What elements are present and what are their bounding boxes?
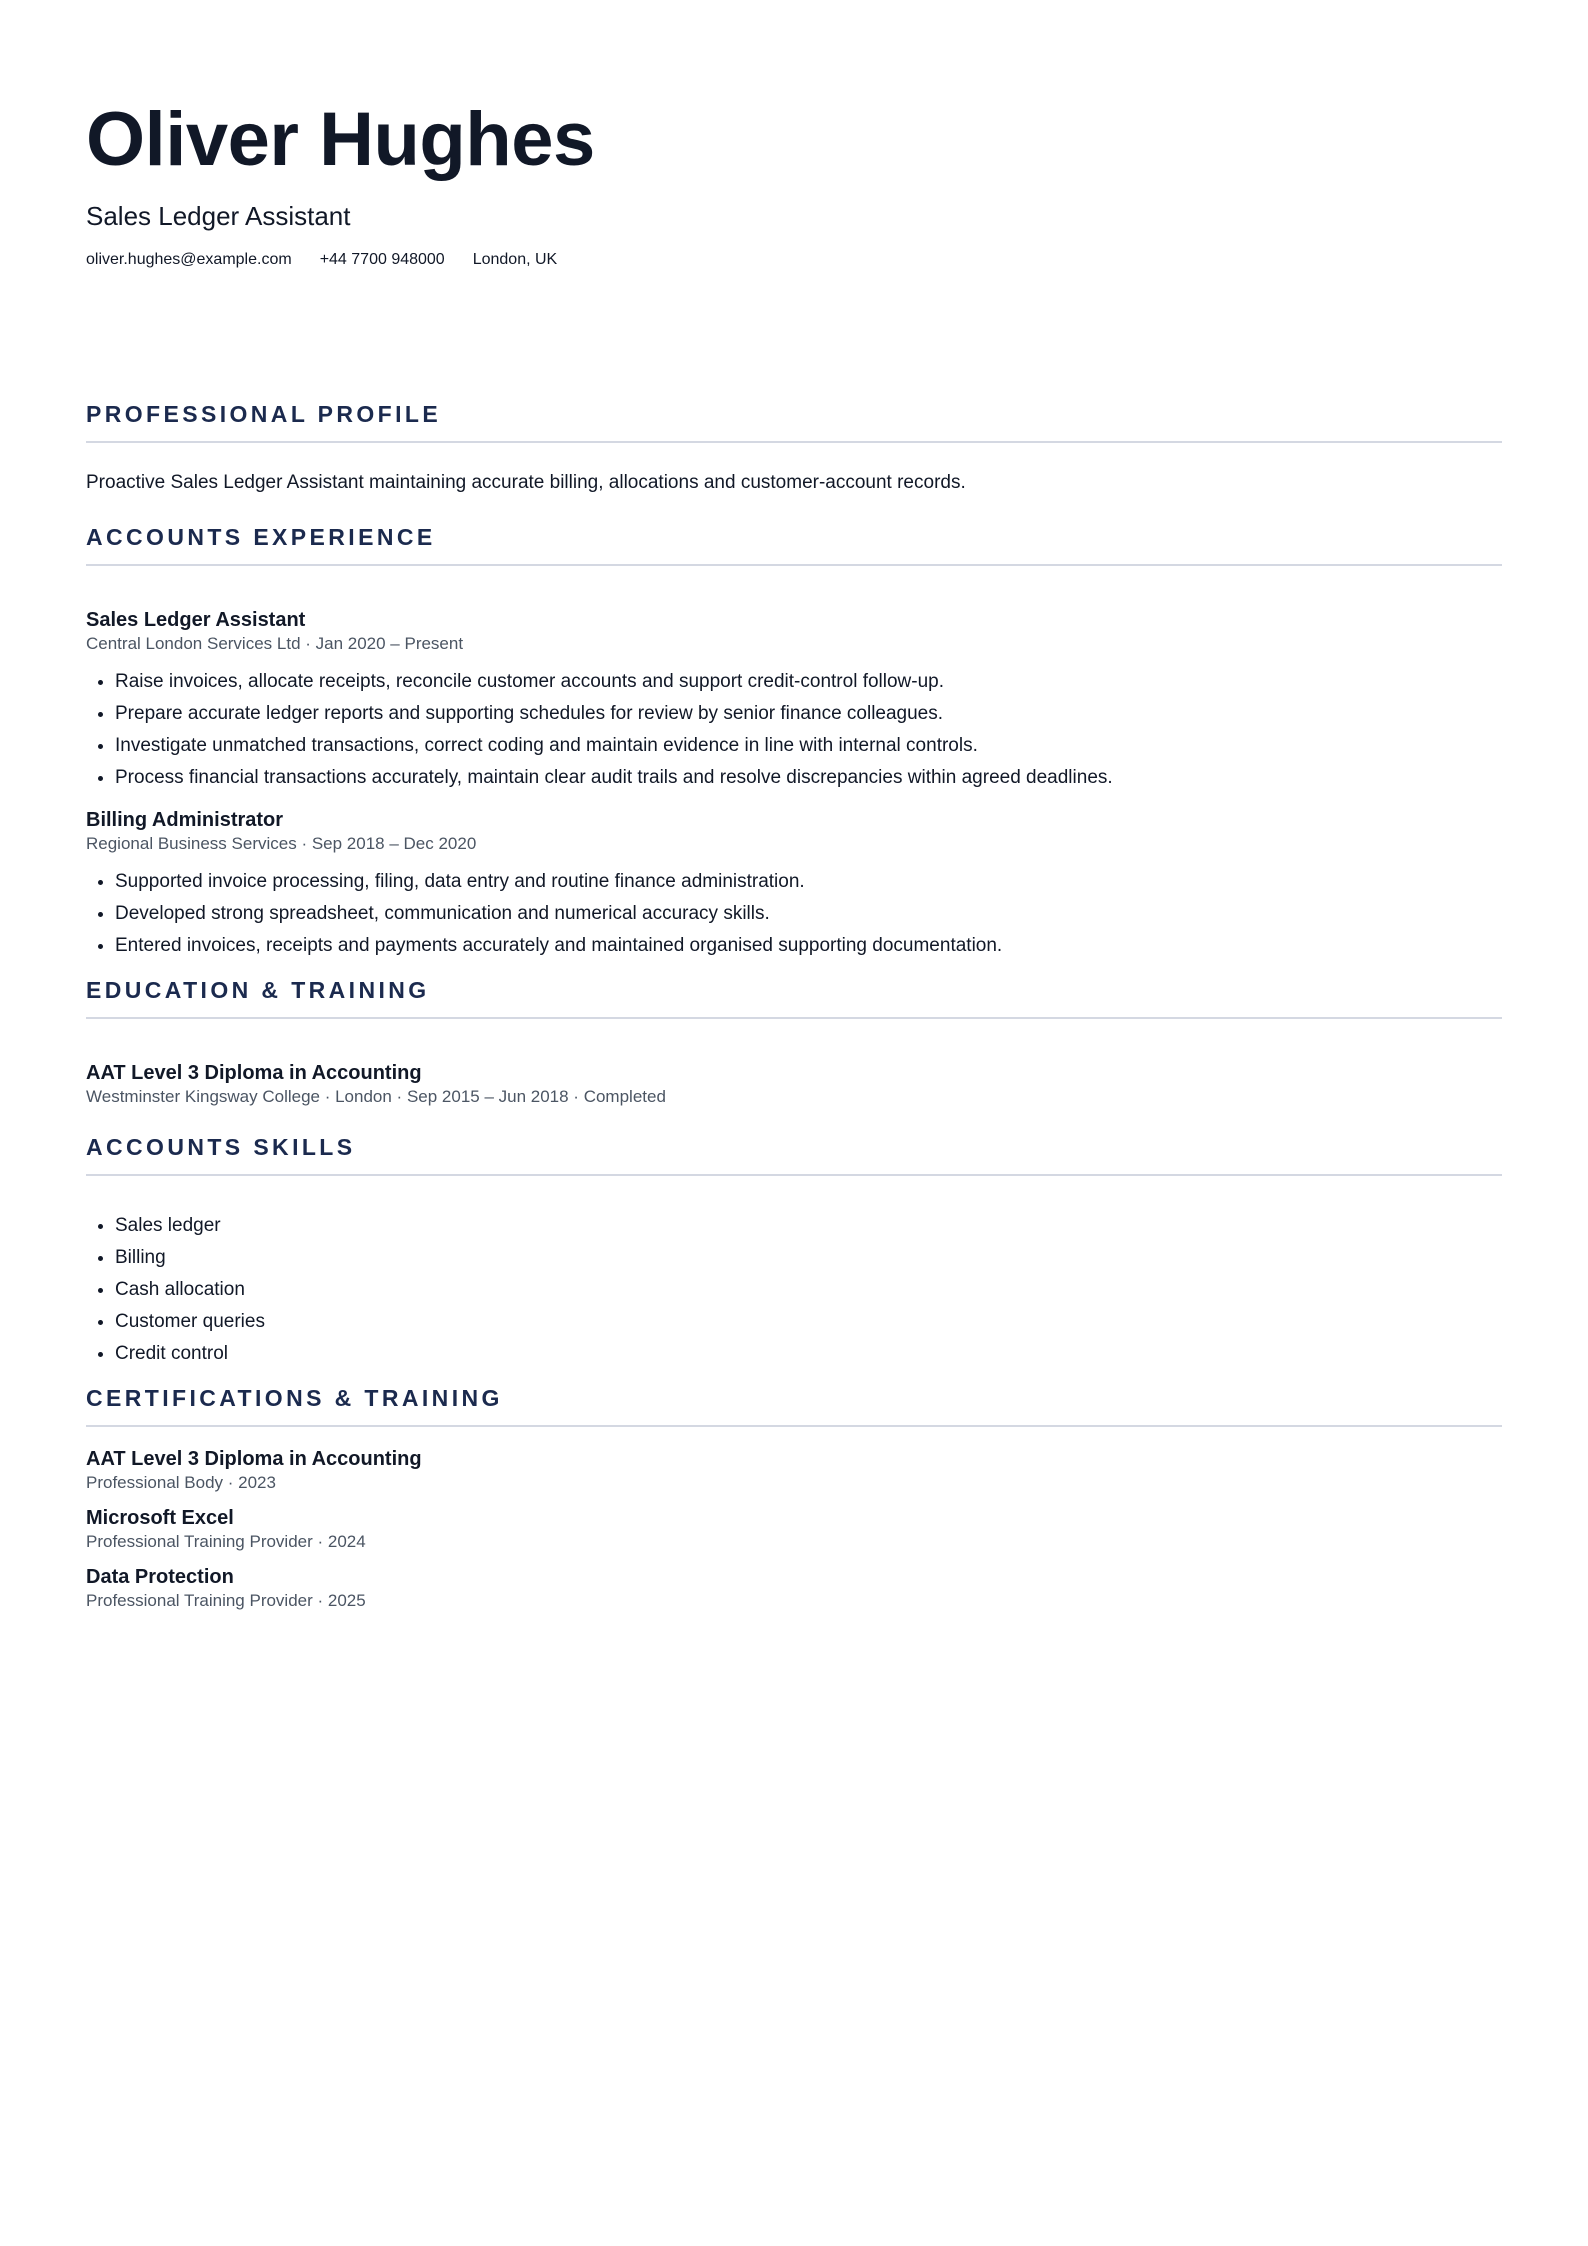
job-bullet: • Raise invoices, allocate receipts, reconcile customer accounts and support credit-control follow-up. [115,670,1502,694]
section-heading-skills: ACCOUNTS SKILLS [86,1134,356,1160]
candidate-headline: Sales Ledger Assistant [86,201,351,231]
job-bullet: • Entered invoices, receipts and payments accurately and maintained organised supporting documentation. [115,934,1502,958]
job-bullets [86,870,1502,958]
section-divider [86,1017,1502,1019]
skill-item: • Billing [115,1246,1502,1270]
certification-entry [86,1565,1502,1611]
job-bullet: • Investigate unmatched transactions, correct coding and maintain evidence in line with internal controls. [115,734,1502,758]
contact-phone: +44 7700 948000 [319,251,445,268]
certification-meta: Professional Body · 2023 [86,1473,276,1492]
qualification-meta: Westminster Kingsway College · London · Sep 2015 – Jun 2018 · Completed [86,1087,666,1106]
certification-entry [86,1506,1502,1552]
section-divider [86,564,1502,566]
job-bullets [86,670,1502,790]
profile-summary: Proactive Sales Ledger Assistant maintaining accurate billing, allocations and customer-account records. [86,472,966,493]
resume-header [86,0,1502,270]
contact-location: London, UK [472,251,558,268]
job-bullet: • Process financial transactions accurately, maintain clear audit trails and resolve discrepancies within agreed deadlines. [115,766,1502,790]
certification-entry [86,1447,1502,1493]
job-bullet: • Prepare accurate ledger reports and supporting schedules for review by senior finance colleagues. [115,702,1502,726]
qualification-title: AAT Level 3 Diploma in Accounting [86,1062,422,1084]
skills-section [86,1133,1502,1366]
skill-item: • Sales ledger [115,1214,1502,1238]
skill-item: • Cash allocation [115,1278,1502,1302]
education-section [86,976,1502,1107]
contact-email: oliver.hughes@example.com [86,251,292,268]
section-divider [86,1425,1502,1427]
certification-title: Microsoft Excel [86,1507,234,1529]
section-heading-profile: PROFESSIONAL PROFILE [86,401,442,427]
certification-meta: Professional Training Provider · 2025 [86,1591,366,1610]
job-title: Sales Ledger Assistant [86,609,306,631]
skill-item: • Credit control [115,1342,1502,1366]
skill-item: • Customer queries [115,1310,1502,1334]
job-bullet: • Supported invoice processing, filing, data entry and routine finance administration. [115,870,1502,894]
skills-list [86,1214,1502,1366]
section-divider [86,441,1502,443]
section-heading-education: EDUCATION & TRAINING [86,977,430,1003]
section-divider [86,1174,1502,1176]
experience-entry [86,608,1502,790]
certifications-section [86,1384,1502,1611]
job-meta: Regional Business Services · Sep 2018 – Dec 2020 [86,834,477,853]
candidate-name: Oliver Hughes [86,97,595,182]
profile-section [86,400,1502,495]
job-bullet: • Developed strong spreadsheet, communication and numerical accuracy skills. [115,902,1502,926]
certification-title: AAT Level 3 Diploma in Accounting [86,1448,422,1470]
contact-info [86,250,1502,270]
certification-title: Data Protection [86,1566,234,1588]
section-heading-certifications: CERTIFICATIONS & TRAINING [86,1385,503,1411]
education-entry [86,1061,1502,1107]
experience-section [86,523,1502,958]
job-title: Billing Administrator [86,809,284,831]
experience-entry [86,808,1502,958]
certification-meta: Professional Training Provider · 2024 [86,1532,366,1551]
job-meta: Central London Services Ltd · Jan 2020 – Present [86,634,464,653]
section-heading-experience: ACCOUNTS EXPERIENCE [86,524,436,550]
